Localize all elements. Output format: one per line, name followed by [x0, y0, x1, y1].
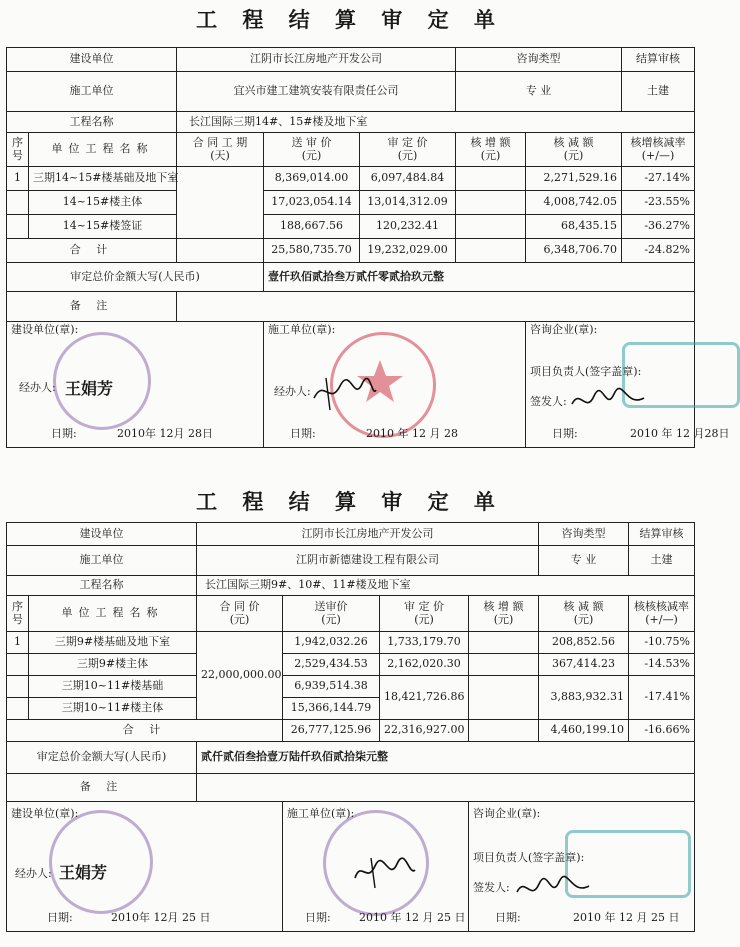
sign-consult-label: 咨询企业(章): — [473, 807, 541, 820]
row-increase — [469, 654, 539, 676]
sign-construction-label: 建设单位(章): — [11, 807, 79, 820]
date-label: 日期: — [47, 911, 73, 924]
row-submitted: 15,366,144.79 — [283, 698, 380, 720]
row-approved: 13,014,312.09 — [360, 191, 456, 215]
table-row — [7, 632, 695, 654]
handwritten-signature-icon — [513, 872, 593, 906]
merged-increase — [469, 676, 539, 720]
row-name: 三期9#楼主体 — [29, 654, 197, 676]
date-label: 日期: — [290, 427, 316, 440]
amount-words-value: 贰仟贰佰叁拾壹万陆仟玖佰贰拾柒元整 — [197, 742, 695, 774]
rate-header: 核增核减率 (+/—) — [622, 133, 695, 167]
builder-unit-value: 江阴市新德建设工程有限公司 — [197, 546, 539, 576]
builder-sign-cell — [283, 802, 469, 932]
construction-date: 2010年 12月 28日 — [117, 427, 213, 440]
row-approved: 1,733,179.70 — [380, 632, 469, 654]
handler-label: 经办人: — [15, 867, 52, 880]
remarks-label: 备 注 — [7, 774, 197, 802]
row-seq — [7, 676, 29, 698]
row-increase — [456, 191, 526, 215]
builder-unit-value: 宜兴市建工建筑安装有限责任公司 — [177, 72, 456, 112]
approved-header: 审 定 价 (元) — [360, 133, 456, 167]
construction-unit-value: 江阴市长江房地产开发公司 — [197, 523, 539, 546]
row-approved: 120,232.41 — [360, 215, 456, 239]
handwritten-signature-icon — [310, 372, 380, 412]
builder-company-seal-icon — [323, 810, 429, 916]
row-name: 14~15#楼签证 — [29, 215, 177, 239]
decrease-header: 核 减 额 (元) — [526, 133, 622, 167]
specialty-value: 土建 — [629, 546, 695, 576]
builder-unit-label: 施工单位 — [7, 72, 177, 112]
decrease-header: 核 减 额 (元) — [539, 596, 629, 632]
total-decrease: 4,460,199.10 — [539, 720, 629, 742]
settlement-form-2 — [0, 480, 700, 947]
sign-construction-label: 建设单位(章): — [11, 323, 79, 336]
date-label: 日期: — [51, 427, 77, 440]
consult-type-label: 咨询类型 — [539, 523, 629, 546]
row-increase — [456, 167, 526, 191]
settlement-table — [6, 522, 695, 932]
increase-header: 核 增 额 (元) — [456, 133, 526, 167]
handwritten-signature-icon — [568, 384, 648, 418]
consult-sign-cell — [526, 322, 730, 448]
approved-header: 审 定 价 (元) — [380, 596, 469, 632]
row-name: 三期9#楼基础及地下室 — [29, 632, 197, 654]
row-increase — [456, 215, 526, 239]
row-seq: 1 — [7, 632, 29, 654]
total-decrease: 6,348,706.70 — [526, 239, 622, 263]
seq-header: 序号 — [7, 596, 29, 632]
issuer-label: 签发人: — [530, 395, 567, 408]
sign-builder-label: 施工单位(章): — [287, 807, 355, 820]
row-seq — [7, 698, 29, 720]
row-decrease: 2,271,529.16 — [526, 167, 622, 191]
project-lead-label: 项目负责人(签字盖章): — [473, 851, 585, 864]
unit-project-header: 单位工程名称 — [29, 133, 177, 167]
row-seq — [7, 215, 29, 239]
row-decrease: 4,008,742.05 — [526, 191, 622, 215]
construction-date: 2010年 12月 25 日 — [111, 911, 211, 924]
contract-period-value — [177, 167, 264, 239]
table-row — [7, 654, 695, 676]
amount-words-label: 审定总价金额大写(人民币) — [7, 263, 264, 292]
row-name: 三期14~15#楼基础及地下室 — [29, 167, 177, 191]
consult-type-value: 结算审核 — [629, 523, 695, 546]
consult-type-label: 咨询类型 — [456, 48, 622, 72]
specialty-label: 专 业 — [539, 546, 629, 576]
total-rate: -24.82% — [622, 239, 695, 263]
table-row — [7, 676, 695, 698]
increase-header: 核 增 额 (元) — [469, 596, 539, 632]
table-row — [7, 215, 695, 239]
row-seq: 1 — [7, 167, 29, 191]
handler-label: 经办人: — [274, 385, 311, 398]
remarks-value — [197, 774, 695, 802]
project-name-label: 工程名称 — [7, 112, 177, 133]
row-rate: -36.27% — [622, 215, 695, 239]
amount-words-value: 壹仟玖佰贰拾叁万贰仟零贰拾玖元整 — [264, 263, 695, 292]
total-increase — [469, 720, 539, 742]
row-rate: -10.75% — [629, 632, 695, 654]
row-approved: 2,162,020.30 — [380, 654, 469, 676]
total-label: 合 计 — [7, 720, 283, 742]
date-label: 日期: — [305, 911, 331, 924]
row-submitted: 1,942,032.26 — [283, 632, 380, 654]
merged-rate: -17.41% — [629, 676, 695, 720]
builder-date: 2010 年 12 月 28 — [366, 427, 458, 440]
specialty-label: 专 业 — [456, 72, 622, 112]
total-submitted: 25,580,735.70 — [264, 239, 360, 263]
row-decrease: 208,852.56 — [539, 632, 629, 654]
row-seq — [7, 191, 29, 215]
form-title: 工 程 结 算 审 定 单 — [196, 8, 504, 32]
merged-decrease: 3,883,932.31 — [539, 676, 629, 720]
date-label: 日期: — [495, 911, 521, 924]
consult-date: 2010 年 12 月28日 — [630, 427, 730, 440]
row-submitted: 8,369,014.00 — [264, 167, 360, 191]
issuer-label: 签发人: — [473, 881, 510, 894]
rate-header: 核核核减率 (+/—) — [629, 596, 695, 632]
construction-unit-label: 建设单位 — [7, 48, 177, 72]
builder-company-seal-icon — [330, 332, 436, 438]
total-label: 合 计 — [7, 239, 177, 263]
row-name: 14~15#楼主体 — [29, 191, 177, 215]
specialty-value: 土建 — [622, 72, 695, 112]
remarks-label: 备 注 — [7, 292, 177, 322]
builder-sign-cell — [264, 322, 526, 448]
consult-date: 2010 年 12 月 25 日 — [573, 911, 680, 924]
consult-type-value: 结算审核 — [622, 48, 695, 72]
construction-unit-value: 江阴市长江房地产开发公司 — [177, 48, 456, 72]
handler-signature: 王娟芳 — [65, 379, 114, 398]
builder-date: 2010 年 12 月 25 日 — [359, 911, 466, 924]
contract-price-value: 22,000,000.00 — [197, 632, 283, 720]
totals-row — [7, 720, 695, 742]
amount-words-label: 审定总价金额大写(人民币) — [7, 742, 197, 774]
row-seq — [7, 654, 29, 676]
sign-consult-label: 咨询企业(章): — [530, 323, 598, 336]
red-star-stamp-icon — [330, 332, 430, 432]
merged-approved: 18,421,726.86 — [380, 676, 469, 720]
submitted-header: 送审价 (元) — [283, 596, 380, 632]
construction-company-seal-icon — [49, 810, 153, 914]
row-rate: -27.14% — [622, 167, 695, 191]
form-title: 工 程 结 算 审 定 单 — [196, 490, 504, 514]
total-rate: -16.66% — [629, 720, 695, 742]
row-approved: 6,097,484.84 — [360, 167, 456, 191]
row-rate: -14.53% — [629, 654, 695, 676]
settlement-table — [6, 47, 730, 448]
date-label: 日期: — [552, 427, 578, 440]
total-submitted: 26,777,125.96 — [283, 720, 380, 742]
totals-row — [7, 239, 695, 263]
total-approved: 22,316,927.00 — [380, 720, 469, 742]
contract-period-header: 合 同 工 期 (天) — [177, 133, 264, 167]
row-name: 三期10~11#楼主体 — [29, 698, 197, 720]
table-row — [7, 191, 695, 215]
handler-label: 经办人: — [19, 381, 56, 394]
row-increase — [469, 632, 539, 654]
construction-sign-cell — [7, 322, 264, 448]
project-name-value: 长江国际三期9#、10#、11#楼及地下室 — [197, 576, 695, 596]
project-name-value: 长江国际三期14#、15#楼及地下室 — [177, 112, 695, 133]
construction-unit-label: 建设单位 — [7, 523, 197, 546]
total-contract-period — [177, 239, 264, 263]
row-rate: -23.55% — [622, 191, 695, 215]
contract-price-header: 合 同 价 (元) — [197, 596, 283, 632]
total-increase — [456, 239, 526, 263]
handler-signature: 王娟芳 — [59, 863, 108, 882]
handwritten-signature-icon — [349, 850, 419, 890]
project-lead-label: 项目负责人(签字盖章): — [530, 365, 642, 378]
seq-header: 序号 — [7, 133, 29, 167]
unit-project-header: 单位工程名称 — [29, 596, 197, 632]
row-submitted: 17,023,054.14 — [264, 191, 360, 215]
builder-unit-label: 施工单位 — [7, 546, 197, 576]
row-decrease: 68,435.15 — [526, 215, 622, 239]
consult-sign-cell — [469, 802, 695, 932]
row-submitted: 2,529,434.53 — [283, 654, 380, 676]
settlement-form-1 — [0, 0, 730, 470]
table-row — [7, 167, 695, 191]
row-name: 三期10~11#楼基础 — [29, 676, 197, 698]
submitted-header: 送 审 价 (元) — [264, 133, 360, 167]
row-submitted: 188,667.56 — [264, 215, 360, 239]
remarks-value — [177, 292, 695, 322]
total-approved: 19,232,029.00 — [360, 239, 456, 263]
project-name-label: 工程名称 — [7, 576, 197, 596]
construction-sign-cell — [7, 802, 283, 932]
row-submitted: 6,939,514.38 — [283, 676, 380, 698]
row-decrease: 367,414.23 — [539, 654, 629, 676]
sign-builder-label: 施工单位(章): — [268, 323, 336, 336]
